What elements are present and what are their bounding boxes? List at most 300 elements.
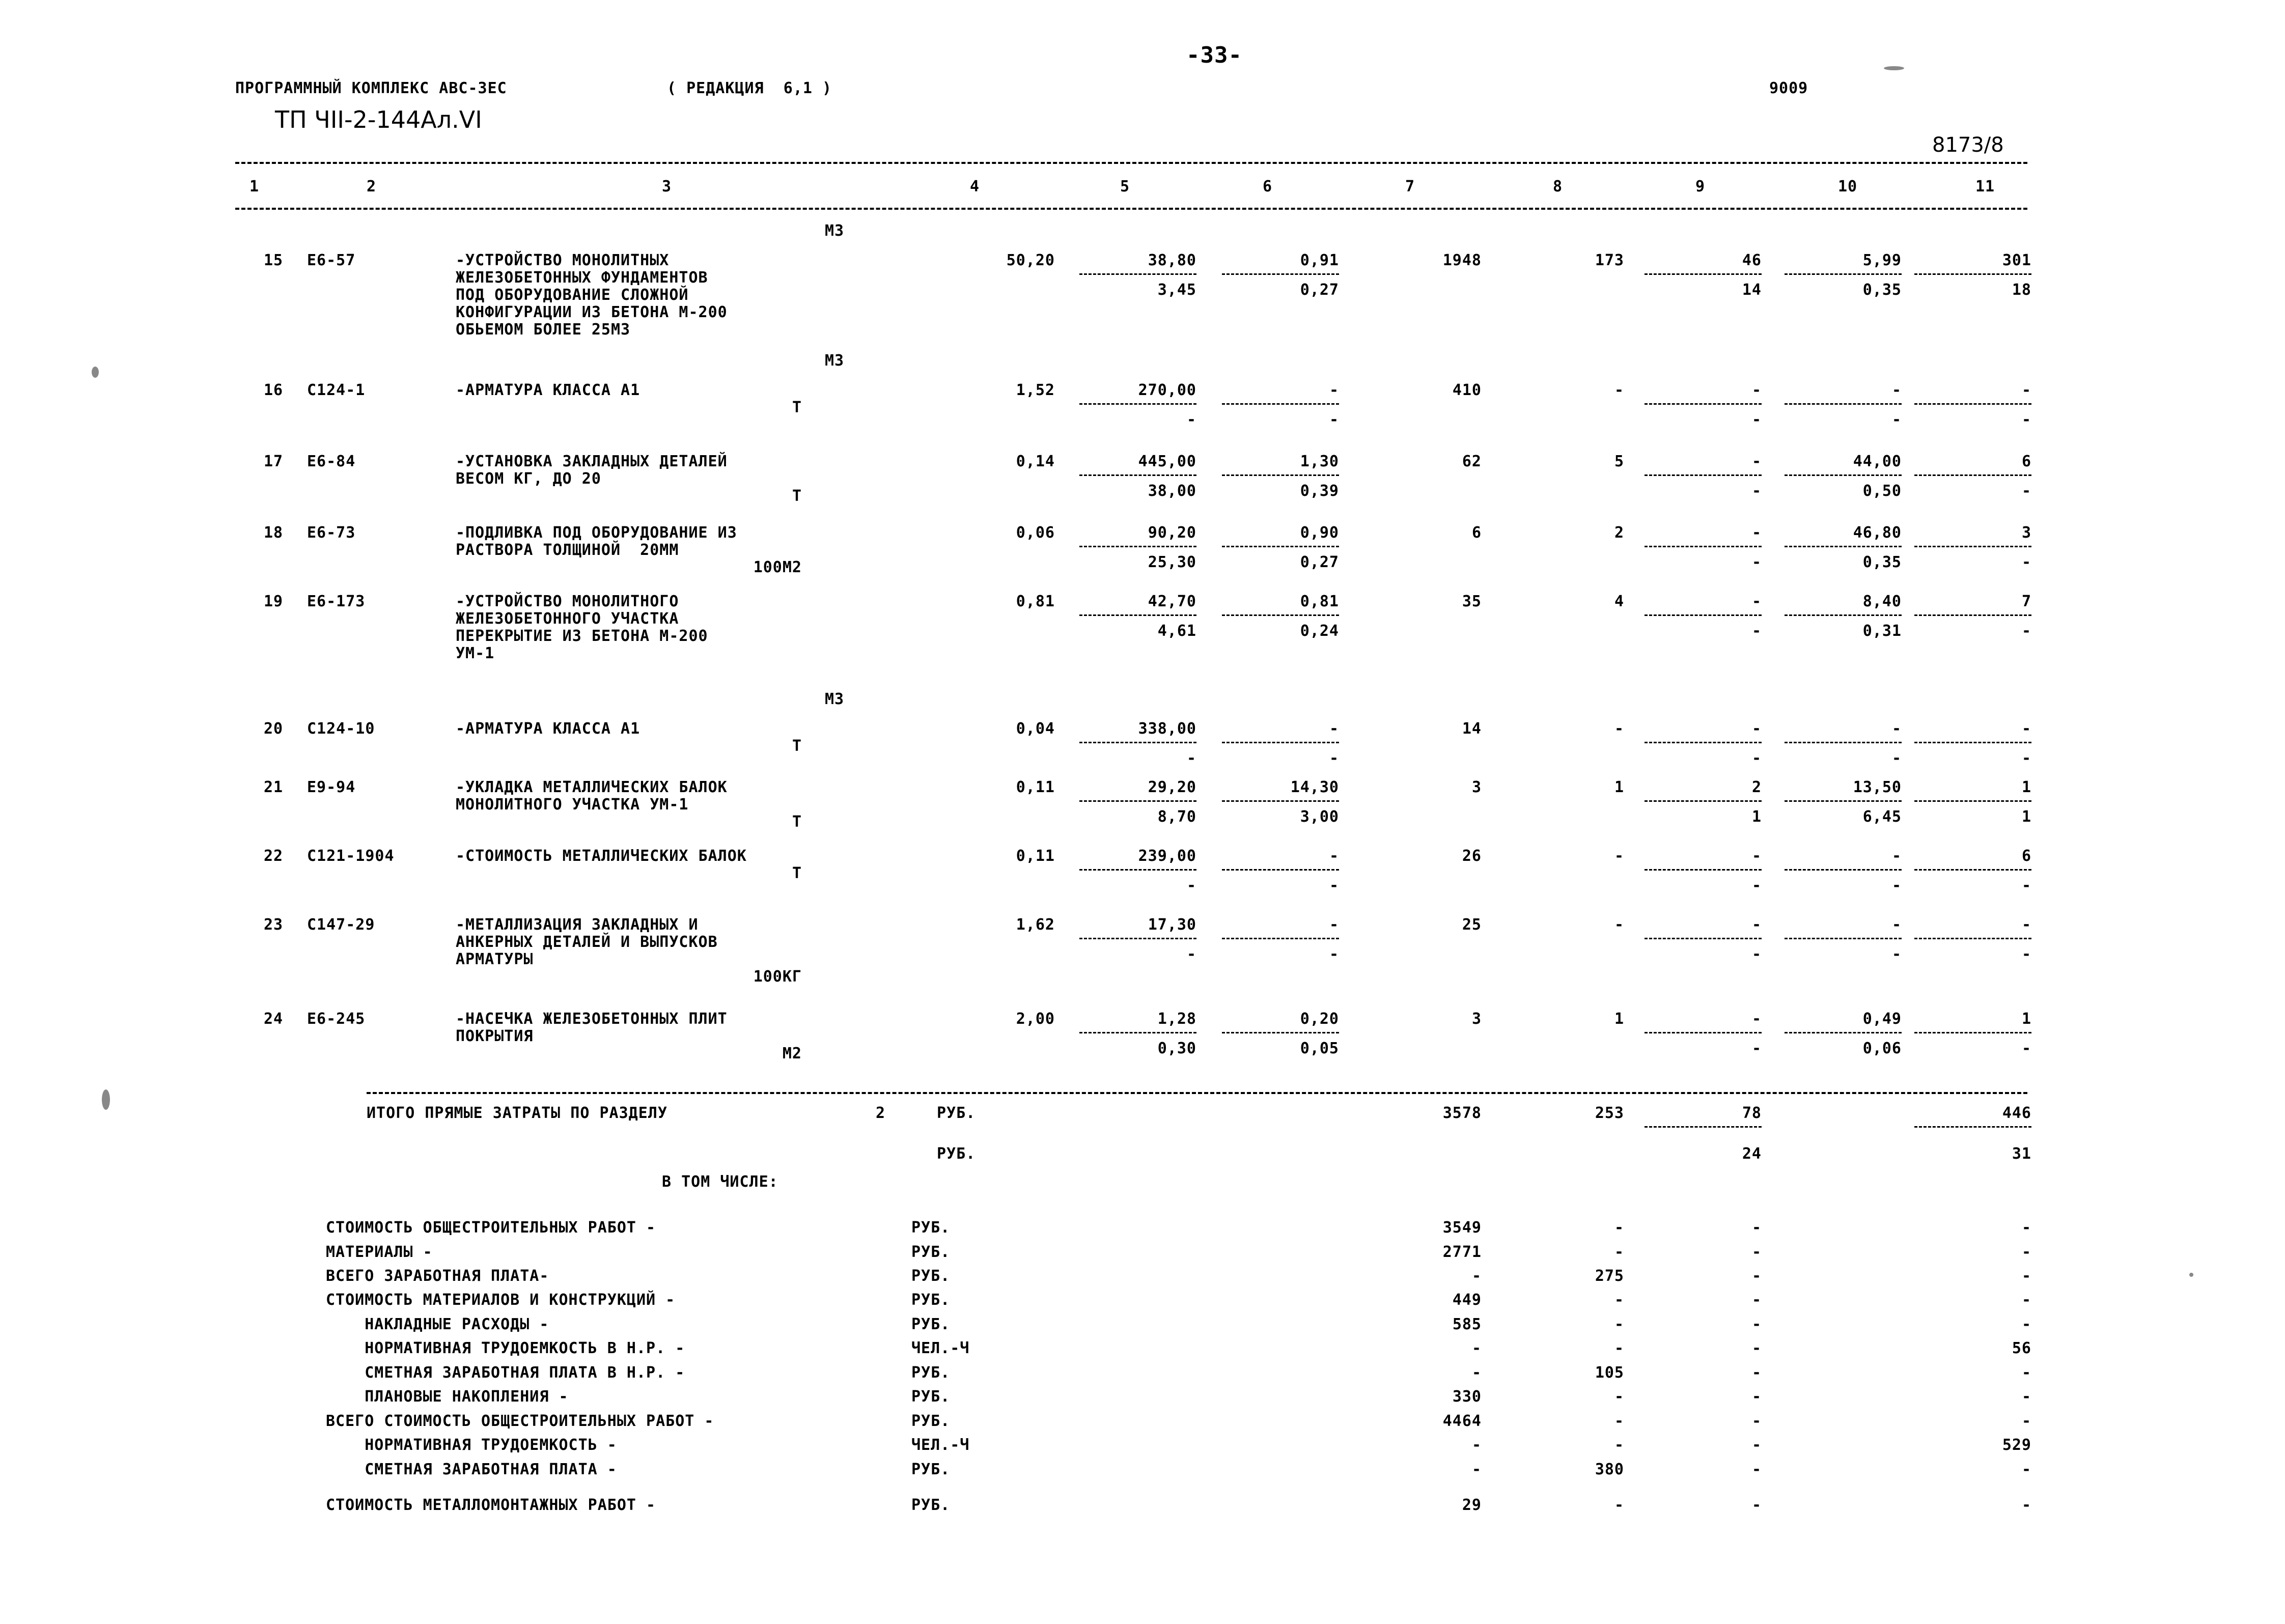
- labor-unit: 0,49: [1862, 1010, 1902, 1028]
- unit-cost: 38,80: [1148, 251, 1196, 269]
- item-number: 24: [264, 1010, 284, 1028]
- total-wages: 5: [1614, 453, 1624, 470]
- value-separator: [1079, 474, 1196, 476]
- summary-labor: -: [2021, 1496, 2031, 1514]
- total-cost: 3578: [1442, 1104, 1482, 1122]
- labor-machine-unit: 0,31: [1862, 622, 1902, 640]
- machine-wages-unit: -: [1329, 749, 1339, 767]
- total-labor-machine: 31: [2012, 1145, 2031, 1163]
- item-description: -АРМАТУРА КЛАССА А1: [456, 720, 640, 738]
- value-separator: [1914, 273, 2031, 275]
- labor-machine-unit: -: [1891, 749, 1902, 767]
- total-unit-2: РУБ.: [937, 1145, 976, 1163]
- value-separator: [1645, 1032, 1762, 1033]
- value-separator: [1079, 614, 1196, 616]
- value-separator: [1914, 938, 2031, 939]
- labor-machine-total: 18: [2012, 281, 2031, 299]
- labor-machine-total: -: [2021, 622, 2031, 640]
- value-separator: [1785, 800, 1902, 802]
- labor-unit: 13,50: [1853, 778, 1902, 796]
- summary-label: ВСЕГО СТОИМОСТЬ ОБЩЕСТРОИТЕЛЬНЫХ РАБОТ -: [326, 1412, 714, 1430]
- item-description: -УСТРОЙСТВО МОНОЛИТНЫХ: [456, 251, 670, 269]
- machine-wages-unit: 3,00: [1300, 808, 1339, 826]
- project-handwritten: ТП ЧII-2-144Ал.VI: [275, 106, 482, 133]
- summary-unit: ЧЕЛ.-Ч: [911, 1339, 970, 1357]
- item-quantity: 50,20: [1006, 251, 1055, 269]
- column-number: 10: [1838, 178, 1858, 195]
- summary-wages: 105: [1595, 1364, 1624, 1382]
- item-code: Е6-84: [307, 453, 356, 470]
- machine-wages-total: -: [1751, 1040, 1762, 1057]
- scan-speck: [1884, 66, 1904, 70]
- summary-unit: РУБ.: [911, 1412, 951, 1430]
- document-code: 9009: [1769, 79, 1808, 97]
- value-separator: [1914, 869, 2031, 871]
- labor-machine-unit: -: [1891, 945, 1902, 963]
- unit-cost-machines: 0,91: [1300, 251, 1339, 269]
- summary-wages: -: [1614, 1496, 1624, 1514]
- item-description: -НАСЕЧКА ЖЕЛЕЗОБЕТОННЫХ ПЛИТ: [456, 1010, 728, 1028]
- labor-total: 1: [2021, 1010, 2031, 1028]
- labor-machine-unit: 0,35: [1862, 281, 1902, 299]
- summary-unit: РУБ.: [911, 1291, 951, 1309]
- summary-cost: 2771: [1442, 1243, 1482, 1261]
- value-separator: [1645, 546, 1762, 547]
- labor-machine-unit: 0,35: [1862, 553, 1902, 571]
- value-separator: [1222, 273, 1339, 275]
- total-machines: -: [1751, 1010, 1762, 1028]
- item-description: -УКЛАДКА МЕТАЛЛИЧЕСКИХ БАЛОК: [456, 778, 728, 796]
- item-number: 20: [264, 720, 284, 738]
- machine-wages-unit: -: [1329, 945, 1339, 963]
- unit-cost: 29,20: [1148, 778, 1196, 796]
- total-machines: -: [1751, 720, 1762, 738]
- labor-unit: 5,99: [1862, 251, 1902, 269]
- item-description: РАСТВОРА ТОЛЩИНОЙ 20ММ: [456, 541, 679, 559]
- summary-unit: РУБ.: [911, 1315, 951, 1333]
- item-code: Е6-73: [307, 524, 356, 542]
- machine-wages-total: 1: [1751, 808, 1762, 826]
- unit-cost-machines: -: [1329, 381, 1339, 399]
- scan-speck: [2189, 1273, 2193, 1277]
- total-cost: 3: [1471, 778, 1482, 796]
- labor-machine-unit: 0,06: [1862, 1040, 1902, 1057]
- value-separator: [1079, 546, 1196, 547]
- summary-label: МАТЕРИАЛЫ -: [326, 1243, 433, 1261]
- unit-label: 100КГ: [753, 968, 802, 986]
- item-description: -ПОДЛИВКА ПОД ОБОРУДОВАНИЕ ИЗ: [456, 524, 737, 542]
- item-description: ПОКРЫТИЯ: [456, 1027, 534, 1045]
- unit-cost: 90,20: [1148, 524, 1196, 542]
- total-machines: 2: [1751, 778, 1762, 796]
- item-description: -АРМАТУРА КЛАССА А1: [456, 381, 640, 399]
- summary-label: ВСЕГО ЗАРАБОТНАЯ ПЛАТА-: [326, 1267, 549, 1285]
- unit-cost-machines: 0,90: [1300, 524, 1339, 542]
- labor-total: 3: [2021, 524, 2031, 542]
- unit-cost-machines: 0,81: [1300, 593, 1339, 610]
- summary-labor: -: [2021, 1461, 2031, 1478]
- summary-labor: -: [2021, 1364, 2031, 1382]
- item-number: 23: [264, 916, 284, 934]
- total-wages: -: [1614, 381, 1624, 399]
- labor-machine-total: -: [2021, 482, 2031, 500]
- summary-machines: -: [1751, 1364, 1762, 1382]
- wages-unit: 38,00: [1148, 482, 1196, 500]
- value-separator: [1222, 403, 1339, 405]
- value-separator: [1785, 869, 1902, 871]
- summary-unit: РУБ.: [911, 1364, 951, 1382]
- total-wages: 253: [1595, 1104, 1624, 1122]
- unit-cost-machines: -: [1329, 916, 1339, 934]
- unit-cost: 338,00: [1138, 720, 1196, 738]
- item-description: ЖЕЛЕЗОБЕТОННЫХ ФУНДАМЕНТОВ: [456, 269, 708, 287]
- column-number: 2: [367, 178, 377, 195]
- total-cost: 26: [1462, 847, 1482, 865]
- labor-machine-total: -: [2021, 553, 2031, 571]
- total-wages: 4: [1614, 593, 1624, 610]
- unit-cost-machines: 14,30: [1290, 778, 1339, 796]
- summary-cost: 29: [1462, 1496, 1482, 1514]
- labor-total: -: [2021, 381, 2031, 399]
- machine-wages-unit: -: [1329, 877, 1339, 894]
- summary-label: НАКЛАДНЫЕ РАСХОДЫ -: [326, 1315, 549, 1333]
- machine-wages-unit: 0,27: [1300, 281, 1339, 299]
- archive-stamp-number: 8173/8: [1932, 133, 2004, 157]
- wages-unit: -: [1186, 945, 1196, 963]
- total-wages: 1: [1614, 778, 1624, 796]
- value-separator: [1645, 614, 1762, 616]
- item-description: ВЕСОМ КГ, ДО 20: [456, 470, 601, 488]
- item-code: Е6-245: [307, 1010, 366, 1028]
- item-description: УМ-1: [456, 645, 495, 662]
- summary-labor: 529: [2002, 1436, 2031, 1454]
- summary-label: СМЕТНАЯ ЗАРАБОТНАЯ ПЛАТА В Н.Р. -: [326, 1364, 685, 1382]
- labor-machine-unit: 0,50: [1862, 482, 1902, 500]
- labor-unit: -: [1891, 381, 1902, 399]
- summary-wages: -: [1614, 1388, 1624, 1406]
- item-quantity: 2,00: [1016, 1010, 1055, 1028]
- labor-unit: 8,40: [1862, 593, 1902, 610]
- item-number: 22: [264, 847, 284, 865]
- machine-wages-total: -: [1751, 945, 1762, 963]
- item-number: 16: [264, 381, 284, 399]
- total-wages: 173: [1595, 251, 1624, 269]
- total-cost: 35: [1462, 593, 1482, 610]
- labor-total: 301: [2002, 251, 2031, 269]
- value-separator: [1914, 403, 2031, 405]
- total-machine-wages: 24: [1742, 1145, 1762, 1163]
- machine-wages-unit: 0,05: [1300, 1040, 1339, 1057]
- scan-speck: [102, 1089, 110, 1110]
- labor-machine-unit: 6,45: [1862, 808, 1902, 826]
- total-cost: 62: [1462, 453, 1482, 470]
- summary-labor: -: [2021, 1267, 2031, 1285]
- total-wages: -: [1614, 847, 1624, 865]
- machine-wages-unit: -: [1329, 411, 1339, 429]
- summary-unit: РУБ.: [911, 1461, 951, 1478]
- labor-machine-total: -: [2021, 945, 2031, 963]
- value-separator: [1079, 403, 1196, 405]
- column-number: 11: [1975, 178, 1995, 195]
- item-code: С121-1904: [307, 847, 395, 865]
- value-separator: [1785, 742, 1902, 743]
- item-description: ЖЕЛЕЗОБЕТОННОГО УЧАСТКА: [456, 610, 679, 628]
- item-description: АРМАТУРЫ: [456, 950, 534, 968]
- value-separator: [1222, 474, 1339, 476]
- column-number: 9: [1695, 178, 1706, 195]
- summary-wages: -: [1614, 1436, 1624, 1454]
- machine-wages-total: -: [1751, 749, 1762, 767]
- total-machines: 46: [1742, 251, 1762, 269]
- labor-unit: -: [1891, 847, 1902, 865]
- column-number: 8: [1553, 178, 1563, 195]
- item-number: 18: [264, 524, 284, 542]
- summary-label: НОРМАТИВНАЯ ТРУДОЕМКОСТЬ В Н.Р. -: [326, 1339, 685, 1357]
- unit-cost: 1,28: [1157, 1010, 1196, 1028]
- summary-cost: 4464: [1442, 1412, 1482, 1430]
- value-separator: [1785, 273, 1902, 275]
- value-separator: [1079, 869, 1196, 871]
- summary-cost: -: [1471, 1436, 1482, 1454]
- total-rule: [367, 1092, 2027, 1094]
- summary-machines: -: [1751, 1243, 1762, 1261]
- labor-machine-total: -: [2021, 877, 2031, 894]
- summary-cost: 449: [1452, 1291, 1482, 1309]
- summary-machines: -: [1751, 1219, 1762, 1237]
- item-code: С124-10: [307, 720, 375, 738]
- summary-label: ПЛАНОВЫЕ НАКОПЛЕНИЯ -: [326, 1388, 569, 1406]
- value-separator: [1914, 546, 2031, 547]
- total-unit: РУБ.: [937, 1104, 976, 1122]
- value-separator: [1079, 273, 1196, 275]
- labor-total: 6: [2021, 847, 2031, 865]
- machine-wages-unit: 0,27: [1300, 553, 1339, 571]
- summary-unit: РУБ.: [911, 1496, 951, 1514]
- total-machines: 78: [1742, 1104, 1762, 1122]
- summary-labor: -: [2021, 1243, 2031, 1261]
- summary-labor: -: [2021, 1219, 2031, 1237]
- machine-wages-total: -: [1751, 482, 1762, 500]
- labor-total: -: [2021, 720, 2031, 738]
- unit-label: Т: [792, 737, 802, 755]
- unit-label: Т: [792, 487, 802, 505]
- total-wages: 1: [1614, 1010, 1624, 1028]
- value-separator: [1645, 869, 1762, 871]
- labor-machine-unit: -: [1891, 411, 1902, 429]
- value-separator: [1914, 1126, 2031, 1128]
- summary-machines: -: [1751, 1412, 1762, 1430]
- summary-unit: РУБ.: [911, 1388, 951, 1406]
- total-wages: 2: [1614, 524, 1624, 542]
- unit-cost-machines: -: [1329, 720, 1339, 738]
- total-wages: -: [1614, 916, 1624, 934]
- column-number: 6: [1263, 178, 1273, 195]
- labor-machine-total: -: [2021, 411, 2031, 429]
- machine-wages-total: -: [1751, 877, 1762, 894]
- item-number: 19: [264, 593, 284, 610]
- machine-wages-total: -: [1751, 411, 1762, 429]
- item-code: С147-29: [307, 916, 375, 934]
- value-separator: [1645, 403, 1762, 405]
- summary-cost: -: [1471, 1267, 1482, 1285]
- total-machines: -: [1751, 524, 1762, 542]
- summary-cost: 585: [1452, 1315, 1482, 1333]
- item-number: 17: [264, 453, 284, 470]
- summary-wages: -: [1614, 1291, 1624, 1309]
- summary-wages: -: [1614, 1243, 1624, 1261]
- item-number: 21: [264, 778, 284, 796]
- summary-wages: -: [1614, 1339, 1624, 1357]
- summary-cost: -: [1471, 1339, 1482, 1357]
- summary-cost: -: [1471, 1364, 1482, 1382]
- value-separator: [1785, 546, 1902, 547]
- value-separator: [1645, 474, 1762, 476]
- unit-label: М2: [782, 1045, 802, 1062]
- unit-cost: 239,00: [1138, 847, 1196, 865]
- labor-unit: -: [1891, 720, 1902, 738]
- summary-labor: -: [2021, 1412, 2031, 1430]
- summary-machines: -: [1751, 1315, 1762, 1333]
- labor-machine-total: 1: [2021, 808, 2031, 826]
- total-machines: -: [1751, 381, 1762, 399]
- item-code: Е9-94: [307, 778, 356, 796]
- summary-machines: -: [1751, 1496, 1762, 1514]
- unit-label: Т: [792, 399, 802, 416]
- total-labor: 446: [2002, 1104, 2031, 1122]
- labor-unit: 46,80: [1853, 524, 1902, 542]
- summary-cost: 3549: [1442, 1219, 1482, 1237]
- value-separator: [1079, 800, 1196, 802]
- scan-speck: [92, 367, 99, 378]
- value-separator: [1645, 742, 1762, 743]
- total-machines: -: [1751, 916, 1762, 934]
- summary-wages: 380: [1595, 1461, 1624, 1478]
- labor-machine-total: -: [2021, 1040, 2031, 1057]
- item-quantity: 1,62: [1016, 916, 1055, 934]
- labor-total: -: [2021, 916, 2031, 934]
- unit-cost: 17,30: [1148, 916, 1196, 934]
- item-description: АНКЕРНЫХ ДЕТАЛЕЙ И ВЫПУСКОВ: [456, 933, 718, 951]
- total-cost: 14: [1462, 720, 1482, 738]
- page-number: -33-: [1186, 42, 1242, 68]
- column-number: 1: [249, 178, 260, 195]
- summary-labor: -: [2021, 1291, 2031, 1309]
- summary-labor: -: [2021, 1388, 2031, 1406]
- summary-machines: -: [1751, 1388, 1762, 1406]
- total-cost: 25: [1462, 916, 1482, 934]
- value-separator: [1785, 614, 1902, 616]
- item-description: ПОД ОБОРУДОВАНИЕ СЛОЖНОЙ: [456, 286, 689, 304]
- total-label: ИТОГО ПРЯМЫЕ ЗАТРАТЫ ПО РАЗДЕЛУ: [367, 1104, 667, 1122]
- machine-wages-unit: 0,39: [1300, 482, 1339, 500]
- value-separator: [1222, 1032, 1339, 1033]
- value-separator: [1914, 742, 2031, 743]
- unit-cost: 445,00: [1138, 453, 1196, 470]
- summary-machines: -: [1751, 1436, 1762, 1454]
- labor-total: 7: [2021, 593, 2031, 610]
- machine-wages-unit: 0,24: [1300, 622, 1339, 640]
- summary-unit: ЧЕЛ.-Ч: [911, 1436, 970, 1454]
- item-description: МОНОЛИТНОГО УЧАСТКА УМ-1: [456, 796, 689, 814]
- wages-unit: -: [1186, 749, 1196, 767]
- item-description: -УСТРОЙСТВО МОНОЛИТНОГО: [456, 593, 679, 610]
- summary-unit: РУБ.: [911, 1219, 951, 1237]
- item-description: -МЕТАЛЛИЗАЦИЯ ЗАКЛАДНЫХ И: [456, 916, 699, 934]
- item-quantity: 0,14: [1016, 453, 1055, 470]
- summary-cost: -: [1471, 1461, 1482, 1478]
- summary-wages: 275: [1595, 1267, 1624, 1285]
- total-wages: -: [1614, 720, 1624, 738]
- value-separator: [1785, 1032, 1902, 1033]
- unit-cost: 42,70: [1148, 593, 1196, 610]
- item-quantity: 0,04: [1016, 720, 1055, 738]
- summary-wages: -: [1614, 1412, 1624, 1430]
- item-quantity: 0,11: [1016, 847, 1055, 865]
- labor-total: 6: [2021, 453, 2031, 470]
- item-description: -УСТАНОВКА ЗАКЛАДНЫХ ДЕТАЛЕЙ: [456, 453, 728, 470]
- labor-unit: -: [1891, 916, 1902, 934]
- summary-machines: -: [1751, 1267, 1762, 1285]
- wages-unit: 4,61: [1157, 622, 1196, 640]
- summary-labor: -: [2021, 1315, 2031, 1333]
- wages-unit: 0,30: [1157, 1040, 1196, 1057]
- summary-unit: РУБ.: [911, 1267, 951, 1285]
- unit-label: М3: [825, 690, 845, 708]
- machine-wages-total: -: [1751, 622, 1762, 640]
- item-quantity: 0,11: [1016, 778, 1055, 796]
- header-bottom-rule: [235, 208, 2027, 210]
- total-section: 2: [876, 1104, 886, 1122]
- wages-unit: 3,45: [1157, 281, 1196, 299]
- item-code: С124-1: [307, 381, 366, 399]
- wages-unit: 25,30: [1148, 553, 1196, 571]
- summary-machines: -: [1751, 1461, 1762, 1478]
- header-top-rule: [235, 162, 2027, 164]
- wages-unit: -: [1186, 411, 1196, 429]
- unit-cost-machines: -: [1329, 847, 1339, 865]
- labor-machine-total: -: [2021, 749, 2031, 767]
- value-separator: [1222, 938, 1339, 939]
- value-separator: [1645, 800, 1762, 802]
- summary-label: СТОИМОСТЬ МАТЕРИАЛОВ И КОНСТРУКЦИЙ -: [326, 1291, 676, 1309]
- wages-unit: -: [1186, 877, 1196, 894]
- summary-unit: РУБ.: [911, 1243, 951, 1261]
- machine-wages-total: 14: [1742, 281, 1762, 299]
- summary-label: СМЕТНАЯ ЗАРАБОТНАЯ ПЛАТА -: [326, 1461, 617, 1478]
- value-separator: [1222, 800, 1339, 802]
- value-separator: [1914, 474, 2031, 476]
- value-separator: [1914, 614, 2031, 616]
- item-quantity: 0,81: [1016, 593, 1055, 610]
- total-machines: -: [1751, 847, 1762, 865]
- value-separator: [1785, 474, 1902, 476]
- total-machines: -: [1751, 593, 1762, 610]
- unit-label: Т: [792, 864, 802, 882]
- value-separator: [1645, 938, 1762, 939]
- item-code: Е6-173: [307, 593, 366, 610]
- summary-label: СТОИМОСТЬ ОБЩЕСТРОИТЕЛЬНЫХ РАБОТ -: [326, 1219, 656, 1237]
- value-separator: [1914, 1032, 2031, 1033]
- value-separator: [1222, 742, 1339, 743]
- unit-label: 100М2: [753, 558, 802, 576]
- column-number: 3: [662, 178, 672, 195]
- summary-label: СТОИМОСТЬ МЕТАЛЛОМОНТАЖНЫХ РАБОТ -: [326, 1496, 656, 1514]
- total-cost: 1948: [1442, 251, 1482, 269]
- wages-unit: 8,70: [1157, 808, 1196, 826]
- including-label: В ТОМ ЧИСЛЕ:: [662, 1173, 778, 1191]
- total-machines: -: [1751, 453, 1762, 470]
- value-separator: [1914, 800, 2031, 802]
